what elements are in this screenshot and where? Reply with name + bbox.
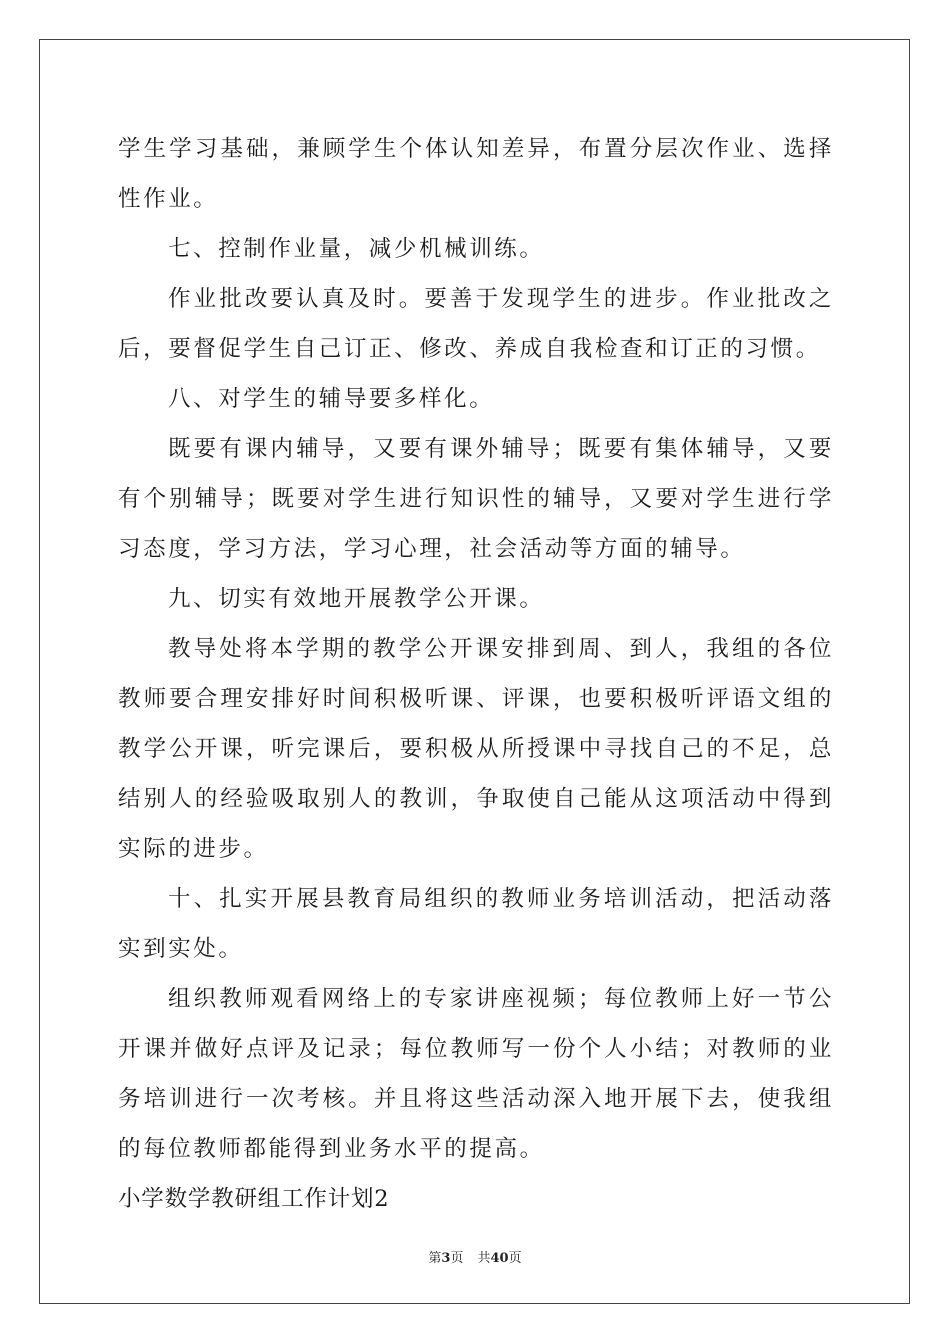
paragraph-1: 学生学习基础，兼顾学生个体认知差异，布置分层次作业、选择性作业。 [118,136,834,212]
heading-item-8: 八、对学生的辅导要多样化。 [168,386,495,412]
total-prefix: 共 [477,1251,491,1266]
total-suffix: 页 [508,1251,522,1266]
heading-item-7: 七、控制作业量，减少机械训练。 [168,236,545,262]
paragraph-2: 作业批改要认真及时。要善于发现学生的进步。作业批改之后，要督促学生自己订正、修改、养成自我检查和订正的习惯。 [118,286,834,362]
document-body [118,124,834,1224]
page-prefix: 第 [428,1251,442,1266]
page-suffix: 页 [450,1251,464,1266]
paragraph-5: 组织教师观看网络上的专家讲座视频；每位教师上好一节公开课并做好点评及记录；每位教师写一份个人小结；对教师的业务培训进行一次考核。并且将这些活动深入地开展下去，使我组的每位教师都能得到业务水平的提高。 [118,986,834,1162]
page-footer [0,1247,950,1266]
paragraph-3: 既要有课内辅导，又要有课外辅导；既要有集体辅导，又要有个别辅导；既要对学生进行知识性的辅导，又要对学生进行学习态度，学习方法，学习心理，社会活动等方面的辅导。 [118,436,834,562]
total-pages: 40 [490,1251,509,1266]
heading-item-9: 九、切实有效地开展教学公开课。 [168,586,545,612]
heading-item-10: 十、扎实开展县教育局组织的教师业务培训活动，把活动落实到实处。 [118,886,834,962]
section-title: 小学数学教研组工作计划2 [118,1186,390,1212]
paragraph-4: 教导处将本学期的教学公开课安排到周、到人，我组的各位教师要合理安排好时间积极听课、评课，也要积极听评语文组的教学公开课，听完课后，要积极从所授课中寻找自己的不足，总结别人的经验吸取别人的教训，争取使自己能从这项活动中得到实际的进步。 [118,636,834,862]
page-number: 3 [441,1251,451,1266]
